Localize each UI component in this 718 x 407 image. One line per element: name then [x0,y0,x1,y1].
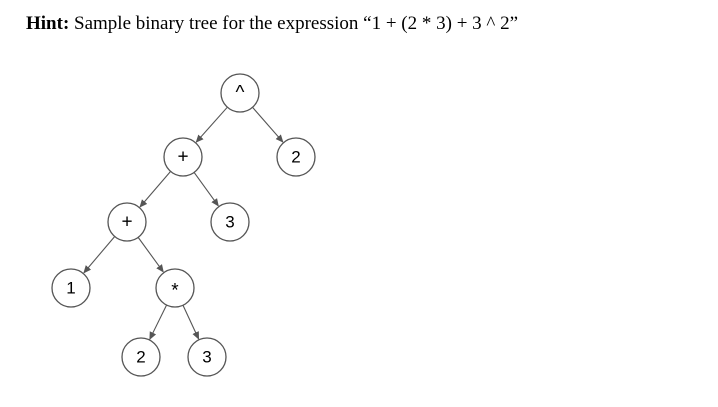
tree-node-label: 1 [66,278,76,298]
tree-node-label: + [121,211,133,233]
tree-node-label: 3 [225,212,235,232]
tree-edge-root-to-plus_top [196,107,227,142]
tree-node-plus-top [164,138,202,176]
tree-node-label: * [171,280,179,302]
tree-node-three-leaf [188,338,226,376]
tree-node-label: 2 [136,347,146,367]
tree-node-label: 3 [202,347,212,367]
tree-node-root [221,74,259,112]
tree-edge-mult-to-two_leaf [150,305,167,339]
tree-edge-root-to-two_right [253,107,283,142]
tree-node-label: + [177,146,189,168]
tree-edge-plus_mid-to-mult [138,237,163,271]
tree-node-two-leaf [122,338,160,376]
tree-node-label: ^ [235,82,245,104]
tree-node-plus-mid [108,203,146,241]
tree-node-two-right [277,138,315,176]
tree-node-label: 2 [291,147,301,167]
tree-node-mult [156,269,194,307]
hint-label: Hint: [26,13,70,34]
tree-node-three-mid [211,203,249,241]
tree-edge-plus_top-to-plus_mid [140,171,171,206]
tree-edge-plus_mid-to-one [84,236,115,272]
tree-edge-mult-to-three_leaf [183,305,199,339]
tree-node-one [52,269,90,307]
hint-description: Sample binary tree for the expression “1 + (2 * 3) + 3 ^ 2” [69,13,519,34]
tree-edge-plus_top-to-three_mid [194,172,218,205]
